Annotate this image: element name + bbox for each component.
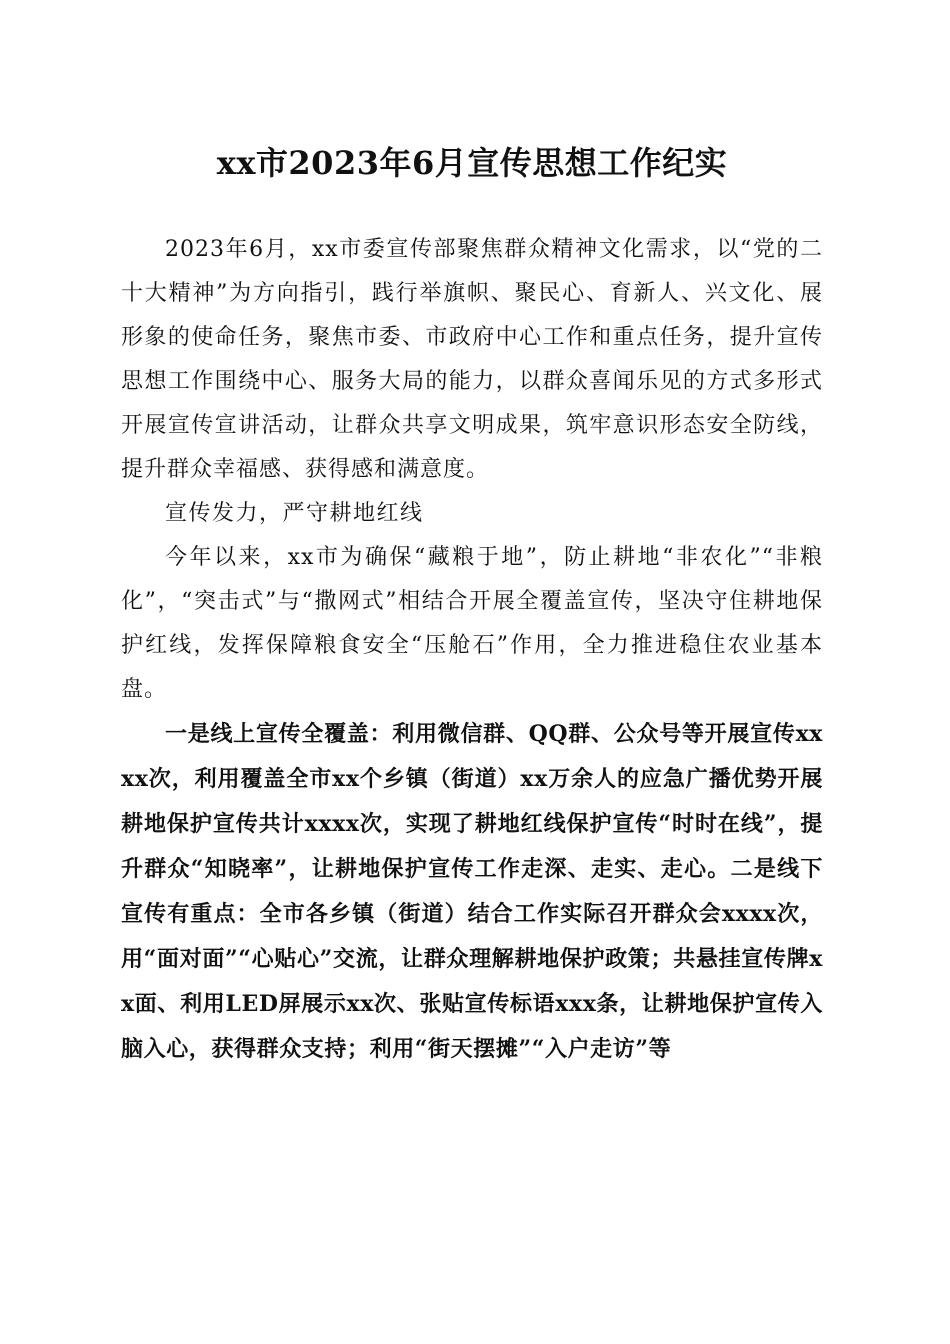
document-body (121, 228, 823, 1072)
section-intro-paragraph: 今年以来，xx市为确保“藏粮于地”，防止耕地“非农化”“非粮化”，“突击式”与“撒网式”相结合开展全覆盖宣传，坚决守住耕地保护红线，发挥保障粮食安全“压舱石”作用，全力推进稳住农业基本盘。 (121, 545, 823, 702)
measures-paragraph: 一是线上宣传全覆盖：利用微信群、QQ群、公众号等开展宣传xxxx次，利用覆盖全市xx个乡镇（街道）xx万余人的应急广播优势开展耕地保护宣传共计xxxx次，实现了耕地红线保护宣传“时时在线”，提升群众“知晓率”，让耕地保护宣传工作走深、走实、走心。二是线下宣传有重点：全市各乡镇（街道）结合工作实际召开群众会xxxx次，用“面对面”“心贴心”交流，让群众理解耕地保护政策；共悬挂宣传牌xx面、利用LED屏展示xx次、张贴宣传标语xxx条，让耕地保护宣传入脑入心，获得群众支持；利用“街天摆摊”“入户走访”等 (121, 721, 823, 1062)
intro-paragraph: 2023年6月，xx市委宣传部聚焦群众精神文化需求，以“党的二十大精神”为方向指引，践行举旗帜、聚民心、育新人、兴文化、展形象的使命任务，聚焦市委、市政府中心工作和重点任务，提升宣传思想工作围绕中心、服务大局的能力，以群众喜闻乐见的方式多形式开展宣传宣讲活动，让群众共享文明成果，筑牢意识形态安全防线，提升群众幸福感、获得感和满意度。 (121, 237, 823, 482)
section-heading: 宣传发力，严守耕地红线 (165, 501, 424, 526)
document-title: xx市2023年6月宣传思想工作纪实 (216, 144, 728, 182)
